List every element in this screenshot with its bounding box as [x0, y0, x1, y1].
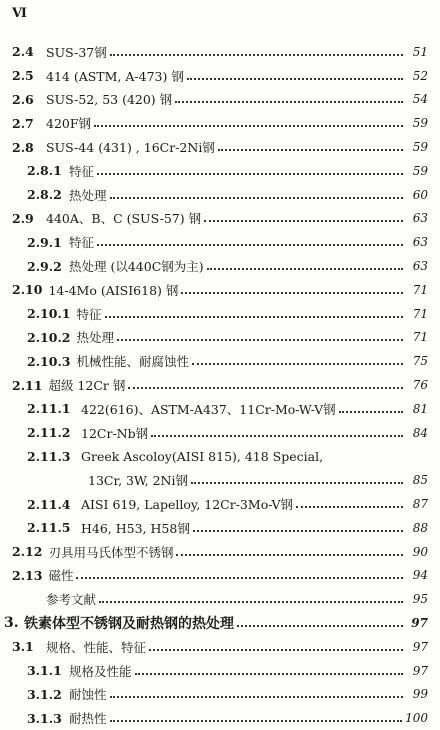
- toc-entry-title: 420F钢: [46, 116, 92, 132]
- toc-entry-page: 59: [412, 140, 428, 155]
- toc-entry-title: 耐蚀性: [69, 687, 107, 703]
- toc-entry-number: 2.11.2: [27, 425, 71, 441]
- toc-entry: [0, 349, 440, 373]
- toc-entry-number: 2.5: [12, 68, 34, 84]
- table-of-contents: [0, 40, 440, 730]
- toc-leader-dots: [193, 530, 403, 532]
- toc-entry-title: 耐热性: [69, 711, 107, 727]
- toc-leader-dots: [192, 363, 403, 365]
- toc-entry-page: 63: [412, 259, 428, 274]
- toc-entry-title: 规格、性能、特征: [46, 639, 147, 655]
- toc-entry-title: 422(616)、ASTM-A437、11Cr-Mo-W-V钢: [81, 401, 336, 417]
- toc-leader-dots: [204, 220, 403, 222]
- toc-leader-dots: [176, 554, 403, 556]
- toc-entry-title: 热处理: [76, 330, 115, 346]
- toc-entry: [0, 278, 440, 302]
- toc-entry: [0, 492, 440, 516]
- toc-entry: [0, 540, 440, 564]
- toc-entry-page: 59: [412, 163, 428, 178]
- toc-entry-page: 94: [412, 568, 428, 583]
- toc-entry: [0, 421, 440, 445]
- toc-entry-page: 85: [412, 473, 428, 488]
- toc-entry-page: 76: [412, 378, 428, 393]
- toc-leader-dots: [105, 316, 403, 318]
- toc-leader-dots: [296, 506, 403, 508]
- toc-leader-dots: [99, 601, 403, 603]
- toc-leader-dots: [110, 696, 403, 698]
- toc-entry-page: 71: [412, 330, 428, 345]
- toc-entry-title: 12Cr-Nb钢: [81, 425, 149, 441]
- toc-entry-number: 2.10.2: [27, 329, 71, 345]
- toc-entry: [0, 683, 440, 707]
- toc-entry: [0, 111, 440, 135]
- toc-entry-title: 参考文献: [46, 592, 97, 608]
- toc-entry-page: 97: [412, 639, 428, 654]
- toc-entry-page: 63: [412, 211, 428, 226]
- toc-entry-number: 2.7: [12, 115, 34, 131]
- toc-entry-page: 52: [412, 68, 428, 83]
- toc-entry: [0, 326, 440, 350]
- toc-entry-title: SUS-37钢: [46, 44, 107, 60]
- toc-entry: [0, 183, 440, 207]
- toc-entry-page: 97: [411, 616, 428, 631]
- toc-entry-number: 3.1: [12, 639, 34, 655]
- toc-entry-page: 87: [412, 497, 428, 512]
- toc-entry-title: 磁性: [48, 568, 74, 584]
- toc-entry-number: 2.10.3: [27, 353, 71, 369]
- toc-entry-number: 2.10.1: [27, 306, 71, 322]
- toc-entry-number: 2.11.3: [27, 448, 71, 464]
- toc-leader-dots: [187, 78, 403, 80]
- toc-entry: [0, 706, 440, 730]
- toc-entry: [0, 587, 440, 611]
- toc-entry-number: 3.1.3: [27, 710, 62, 726]
- toc-entry-page: 60: [412, 187, 428, 202]
- toc-entry: [0, 564, 440, 588]
- toc-entry: [0, 254, 440, 278]
- toc-entry-title: SUS-44 (431) , 16Cr-2Ni钢: [46, 140, 215, 156]
- toc-entry-number: 2.8: [12, 139, 34, 155]
- toc-entry-number: 2.9.1: [27, 234, 62, 250]
- toc-entry-page: 54: [412, 92, 428, 107]
- toc-entry-number: 2.12: [12, 544, 43, 560]
- toc-entry-number: 2.8.1: [27, 163, 62, 179]
- toc-entry: [0, 88, 440, 112]
- toc-leader-dots: [207, 268, 403, 270]
- toc-entry: [0, 159, 440, 183]
- toc-entry: [0, 468, 440, 492]
- toc-entry-title: 特征: [69, 163, 95, 179]
- toc-entry-number: 3.1.2: [27, 686, 62, 702]
- toc-entry: [0, 40, 440, 64]
- toc-entry: [0, 64, 440, 88]
- toc-entry-number: 2.11.4: [27, 496, 71, 512]
- toc-entry-title: 14-4Mo (AISI618) 钢: [48, 282, 179, 298]
- toc-entry-title: 特征: [76, 306, 102, 322]
- toc-entry-number: 2.4: [12, 44, 34, 60]
- toc-leader-dots: [97, 173, 403, 175]
- toc-entry: [0, 230, 440, 254]
- toc-entry-title: 铁素体型不锈钢及耐热钢的热处理: [24, 616, 234, 633]
- toc-entry-page: 88: [412, 520, 428, 535]
- toc-entry-title: 超级 12Cr 钢: [48, 378, 126, 394]
- toc-entry: [0, 373, 440, 397]
- toc-entry-title: 热处理 (以440C钢为主): [69, 259, 204, 275]
- toc-entry-number: 3.1.1: [27, 663, 62, 679]
- toc-entry-number: 2.8.2: [27, 187, 62, 203]
- toc-entry-page: 63: [412, 235, 428, 250]
- toc-entry-number: 2.10: [12, 282, 43, 298]
- toc-entry-number: 2.9.2: [27, 258, 62, 274]
- toc-entry: [0, 635, 440, 659]
- toc-entry-title: H46, H53, H58钢: [81, 520, 190, 536]
- toc-entry-number: 3.: [4, 615, 19, 632]
- toc-entry-page: 81: [412, 401, 428, 416]
- toc-entry-title: 440A、B、C (SUS-57) 钢: [46, 211, 202, 227]
- toc-entry-page: 51: [412, 44, 428, 59]
- toc-entry-page: 71: [412, 306, 428, 321]
- toc-entry-page: 100: [405, 711, 428, 726]
- toc-entry: [0, 302, 440, 326]
- toc-entry: [0, 207, 440, 231]
- toc-leader-dots: [149, 649, 403, 651]
- toc-leader-dots: [128, 387, 403, 389]
- toc-entry-title: 13Cr, 3W, 2Ni钢: [88, 473, 188, 489]
- toc-leader-dots: [339, 411, 403, 413]
- toc-entry-title: 机械性能、耐腐蚀性: [76, 354, 190, 370]
- toc-leader-dots: [117, 339, 403, 341]
- toc-entry: [0, 611, 440, 635]
- toc-leader-dots: [110, 54, 403, 56]
- toc-entry-title: 热处理: [69, 187, 107, 203]
- toc-entry-number: 2.11.5: [27, 520, 71, 536]
- toc-leader-dots: [237, 625, 403, 627]
- toc-entry-title: Greek Ascoloy(AISI 815), 418 Special,: [81, 448, 324, 464]
- toc-entry-page: 90: [412, 544, 428, 559]
- toc-leader-dots: [151, 435, 403, 437]
- toc-entry: [0, 659, 440, 683]
- toc-leader-dots: [175, 101, 403, 103]
- toc-entry-page: 99: [412, 687, 428, 702]
- toc-entry-title: AISI 619, Lapelloy, 12Cr-3Mo-V钢: [81, 497, 294, 513]
- toc-entry-number: 2.11.1: [27, 401, 71, 417]
- toc-entry-number: 2.11: [12, 377, 43, 393]
- toc-leader-dots: [97, 244, 403, 246]
- toc-entry-page: 75: [412, 354, 428, 369]
- toc-entry-page: 97: [412, 663, 428, 678]
- toc-leader-dots: [110, 197, 403, 199]
- toc-leader-dots: [76, 577, 403, 579]
- toc-entry-title: 规格及性能: [69, 663, 132, 679]
- toc-entry: [0, 516, 440, 540]
- toc-entry: [0, 397, 440, 421]
- toc-entry-number: 2.6: [12, 91, 34, 107]
- toc-leader-dots: [110, 720, 403, 722]
- toc-entry: [0, 135, 440, 159]
- toc-leader-dots: [94, 125, 403, 127]
- toc-entry: [0, 445, 440, 469]
- toc-entry-page: 71: [412, 282, 428, 297]
- toc-entry-title: 刃具用马氏体型不锈钢: [48, 544, 174, 560]
- toc-entry-title: 414 (ASTM, A-473) 钢: [46, 68, 184, 84]
- toc-leader-dots: [181, 292, 403, 294]
- toc-leader-dots: [218, 149, 403, 151]
- toc-leader-dots: [191, 482, 403, 484]
- toc-entry-page: 95: [412, 592, 428, 607]
- toc-leader-dots: [135, 673, 403, 675]
- toc-entry-number: 2.13: [12, 567, 43, 583]
- toc-entry-page: 59: [412, 116, 428, 131]
- toc-entry-page: 84: [412, 425, 428, 440]
- toc-entry-title: 特征: [69, 235, 95, 251]
- toc-entry-title: SUS-52, 53 (420) 钢: [46, 92, 173, 108]
- toc-entry-number: 2.9: [12, 210, 34, 226]
- page-roman-numeral: Ⅵ: [12, 6, 27, 21]
